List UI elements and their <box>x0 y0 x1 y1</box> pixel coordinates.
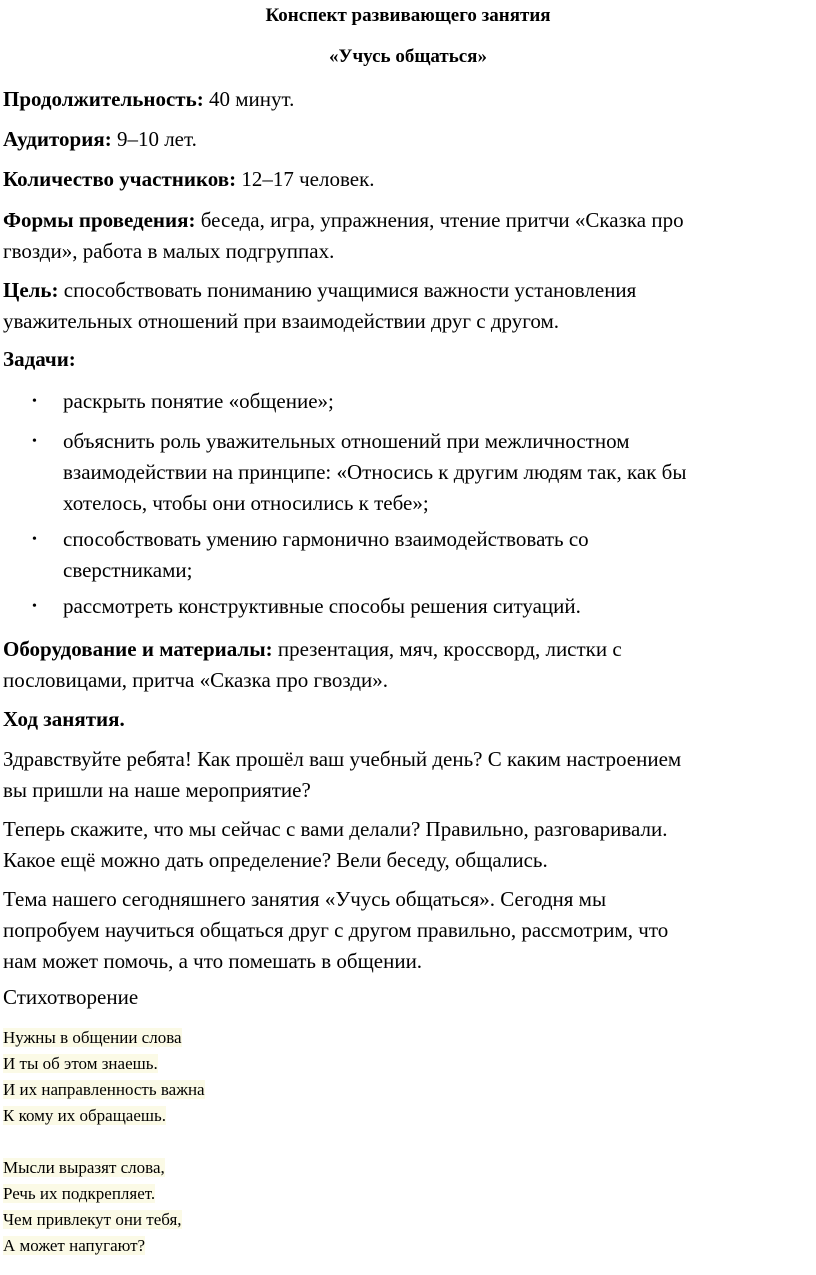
duration-label: Продолжительность: <box>3 87 204 111</box>
goal-value-line2: уважительных отношений при взаимодействии друг с другом. <box>3 309 559 333</box>
tasks-heading <box>3 344 803 375</box>
forms-value-line2: гвозди», работа в малых подгруппах. <box>3 239 335 263</box>
paragraph-3-line-2: попробуем научиться общаться друг с другом правильно, рассмотрим, что <box>3 918 669 942</box>
poem-text: Мысли выразят слова, <box>3 1158 165 1177</box>
poem-text: Нужны в общении слова <box>3 1028 182 1047</box>
duration-line <box>3 84 803 115</box>
poem-line <box>3 1078 205 1102</box>
equipment-label: Оборудование и материалы: <box>3 637 273 661</box>
poem-text: Речь их подкрепляет. <box>3 1184 156 1203</box>
task-2-line-1: объяснить роль уважительных отношений при межличностном <box>63 429 630 453</box>
poem-line <box>3 1156 165 1180</box>
bullet-icon: • <box>32 599 37 614</box>
goal-label: Цель: <box>3 278 59 302</box>
duration-value: 40 минут. <box>203 87 295 111</box>
bullet-icon: • <box>32 394 37 409</box>
equipment-paragraph <box>3 634 803 696</box>
task-3-line-2: сверстниками; <box>63 558 193 582</box>
tasks-heading-text: Задачи: <box>3 347 76 371</box>
equipment-value-line2: пословицами, притча «Сказка про гвозди». <box>3 668 389 692</box>
poem-line <box>3 1104 166 1128</box>
poem-line <box>3 1182 155 1206</box>
task-2-line-3: хотелось, чтобы они относились к тебе»; <box>63 491 429 515</box>
paragraph-2-line-1: Теперь скажите, что мы сейчас с вами делали? Правильно, разговаривали. <box>3 817 668 841</box>
forms-paragraph <box>3 205 803 267</box>
poem-heading: Стихотворение <box>3 985 139 1009</box>
paragraph-1-line-1: Здравствуйте ребята! Как прошёл ваш учебный день? С каким настроением <box>3 747 682 771</box>
paragraph-3-line-3: нам может помочь, а что помешать в общении. <box>3 949 423 973</box>
audience-label: Аудитория: <box>3 127 112 151</box>
document-subtitle: «Учусь общаться» <box>329 46 487 67</box>
poem-text: И ты об этом знаешь. <box>3 1054 158 1073</box>
poem-text: И их направленность важна <box>3 1080 205 1099</box>
task-item-4 <box>63 591 803 622</box>
task-item-1 <box>63 386 803 417</box>
participants-value: 12–17 человек. <box>236 167 375 191</box>
poem-line <box>3 1026 182 1050</box>
participants-label: Количество участников: <box>3 167 237 191</box>
intro-paragraph-2 <box>3 814 803 876</box>
forms-label: Формы проведения: <box>3 208 196 232</box>
task-3-line-1: способствовать умению гармонично взаимодействовать со <box>63 527 589 551</box>
poem-text: Чем привлекут они тебя, <box>3 1210 182 1229</box>
goal-value-line1: способствовать пониманию учащимися важности установления <box>58 278 637 302</box>
paragraph-1-line-2: вы пришли на наше мероприятие? <box>3 778 311 802</box>
course-heading-text: Ход занятия. <box>3 707 125 731</box>
task-item-2 <box>63 426 803 519</box>
task-1-line-1: раскрыть понятие «общение»; <box>63 389 334 413</box>
equipment-value-line1: презентация, мяч, кроссворд, листки с <box>272 637 622 661</box>
poem-line <box>3 1052 158 1076</box>
audience-line <box>3 124 803 155</box>
audience-value: 9–10 лет. <box>111 127 197 151</box>
paragraph-2-line-2: Какое ещё можно дать определение? Вели беседу, общались. <box>3 848 548 872</box>
poem-text: К кому их обращаешь. <box>3 1106 166 1125</box>
course-heading <box>3 704 803 735</box>
poem-text: А может напугают? <box>3 1236 146 1255</box>
goal-paragraph <box>3 275 803 337</box>
task-item-3 <box>63 524 803 586</box>
poem-line <box>3 1208 182 1232</box>
intro-paragraph-3 <box>3 884 803 977</box>
participants-line <box>3 164 803 195</box>
task-4-line-1: рассмотреть конструктивные способы решения ситуаций. <box>63 594 581 618</box>
bullet-icon: • <box>32 532 37 547</box>
paragraph-3-line-1: Тема нашего сегодняшнего занятия «Учусь общаться». Сегодня мы <box>3 887 607 911</box>
poem-line <box>3 1234 145 1258</box>
forms-value-line1: беседа, игра, упражнения, чтение притчи «Сказка про <box>195 208 684 232</box>
bullet-icon: • <box>32 434 37 449</box>
task-2-line-2: взаимодействии на принципе: «Относись к другим людям так, как бы <box>63 460 687 484</box>
document-title: Конспект развивающего занятия <box>265 5 551 26</box>
intro-paragraph-1 <box>3 744 803 806</box>
